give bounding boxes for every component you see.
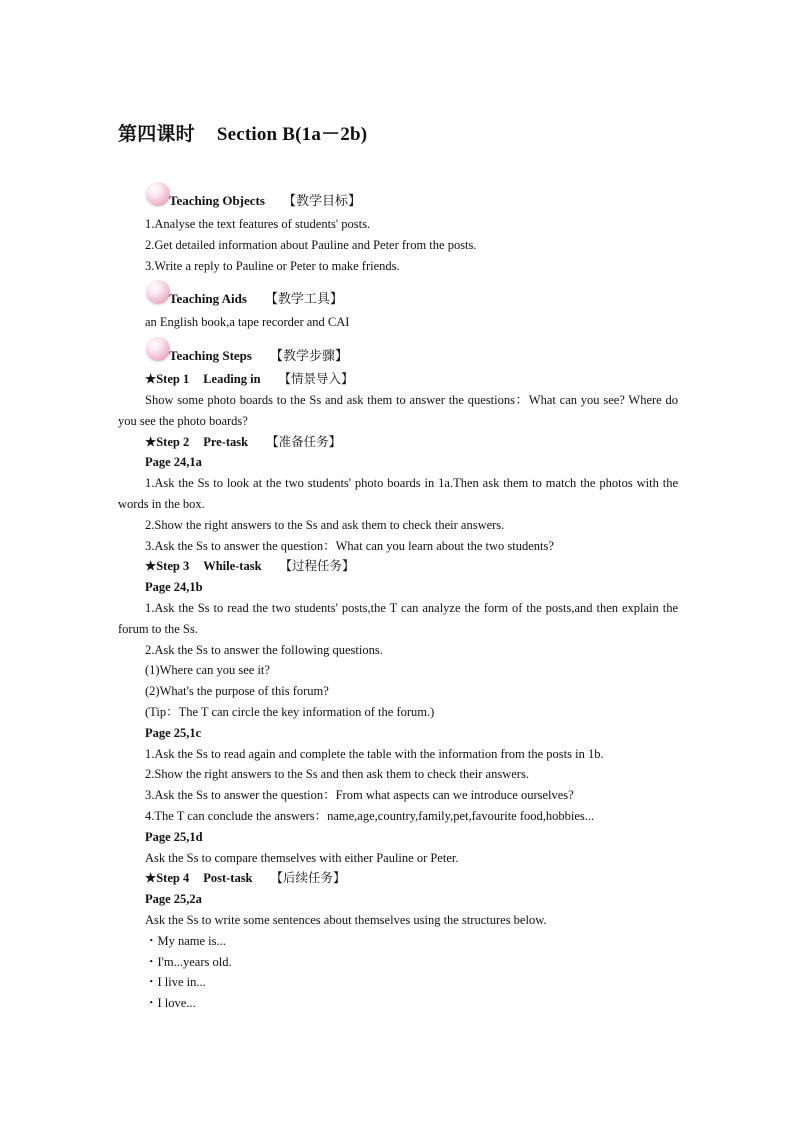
page-reference: Page 25,1c xyxy=(145,725,202,740)
structure-bullet: ・I'm...years old. xyxy=(145,954,232,969)
teaching-steps-heading: Teaching Steps 【教学步骤】 xyxy=(118,343,678,369)
page-reference: Page 24,1b xyxy=(145,580,203,595)
structure-bullet: ・I love... xyxy=(145,996,196,1011)
step-paragraph: 4.The T can conclude the answers：name,age,country,family,pet,favourite food,hobbies... xyxy=(145,808,595,823)
question-item: (2)What's the purpose of this forum? xyxy=(145,684,329,699)
step-paragraph: Ask the Ss to compare themselves with either Pauline or Peter. xyxy=(145,850,459,865)
pink-ball-icon xyxy=(146,337,170,361)
objective-item: 2.Get detailed information about Pauline and Peter from the posts. xyxy=(145,237,477,252)
step-paragraph: 3.Ask the Ss to answer the question：What can you learn about the two students? xyxy=(145,538,554,553)
teaching-objects-heading: Teaching Objects 【教学目标】 xyxy=(118,188,678,214)
pink-ball-icon xyxy=(146,280,170,304)
step-paragraph: 1.Ask the Ss to read the two students' posts,the T can analyze the form of the posts,and then explain the forum to the Ss. xyxy=(118,600,678,636)
section-title: Section B(1a－2b) xyxy=(216,124,368,145)
lesson-number: 第四课时 xyxy=(118,124,195,145)
lesson-plan-page xyxy=(118,120,678,1014)
question-item: (1)Where can you see it? xyxy=(145,663,270,678)
step-1-heading: ★Step 1 Leading in 【情景导入】 xyxy=(145,372,354,387)
objective-item: 1.Analyse the text features of students' posts. xyxy=(145,217,371,231)
step-paragraph: 1.Ask the Ss to look at the two students' photo boards in 1a.Then ask them to match the photos with the words in the box. xyxy=(118,476,678,511)
pink-ball-icon xyxy=(146,182,170,206)
teaching-aids-text: an English book,a tape recorder and CAI xyxy=(145,315,350,330)
objective-item: 3.Write a reply to Pauline or Peter to make friends. xyxy=(145,258,400,273)
step-paragraph: 1.Ask the Ss to read again and complete the table with the information from the posts in 1b. xyxy=(145,746,604,761)
step-paragraph: Ask the Ss to write some sentences about themselves using the structures below. xyxy=(145,912,547,927)
step-3-heading: ★Step 3 While-task 【过程任务】 xyxy=(145,559,355,574)
step-paragraph: 2.Show the right answers to the Ss and then ask them to check their answers. xyxy=(145,767,529,782)
page-reference: Page 25,2a xyxy=(145,892,202,907)
teaching-aids-heading: Teaching Aids 【教学工具】 xyxy=(118,286,678,312)
page-title xyxy=(118,120,678,150)
page-reference: Page 24,1a xyxy=(145,455,202,470)
structure-bullet: ・I live in... xyxy=(145,975,206,990)
tip-text: (Tip：The T can circle the key information of the forum.) xyxy=(145,704,435,719)
step-1-text: Show some photo boards to the Ss and ask them to answer the questions：What can you see? Where do you see the photo boards? xyxy=(118,392,678,428)
step-4-heading: ★Step 4 Post-task 【后续任务】 xyxy=(145,871,346,886)
step-paragraph: 2.Ask the Ss to answer the following questions. xyxy=(145,642,383,657)
page-reference: Page 25,1d xyxy=(145,829,203,844)
step-paragraph: 2.Show the right answers to the Ss and ask them to check their answers. xyxy=(145,517,505,532)
step-2-heading: ★Step 2 Pre-task 【准备任务】 xyxy=(145,434,342,449)
step-paragraph: 3.Ask the Ss to answer the question：From what aspects can we introduce ourselves? xyxy=(145,788,574,803)
structure-bullet: ・My name is... xyxy=(145,933,226,948)
